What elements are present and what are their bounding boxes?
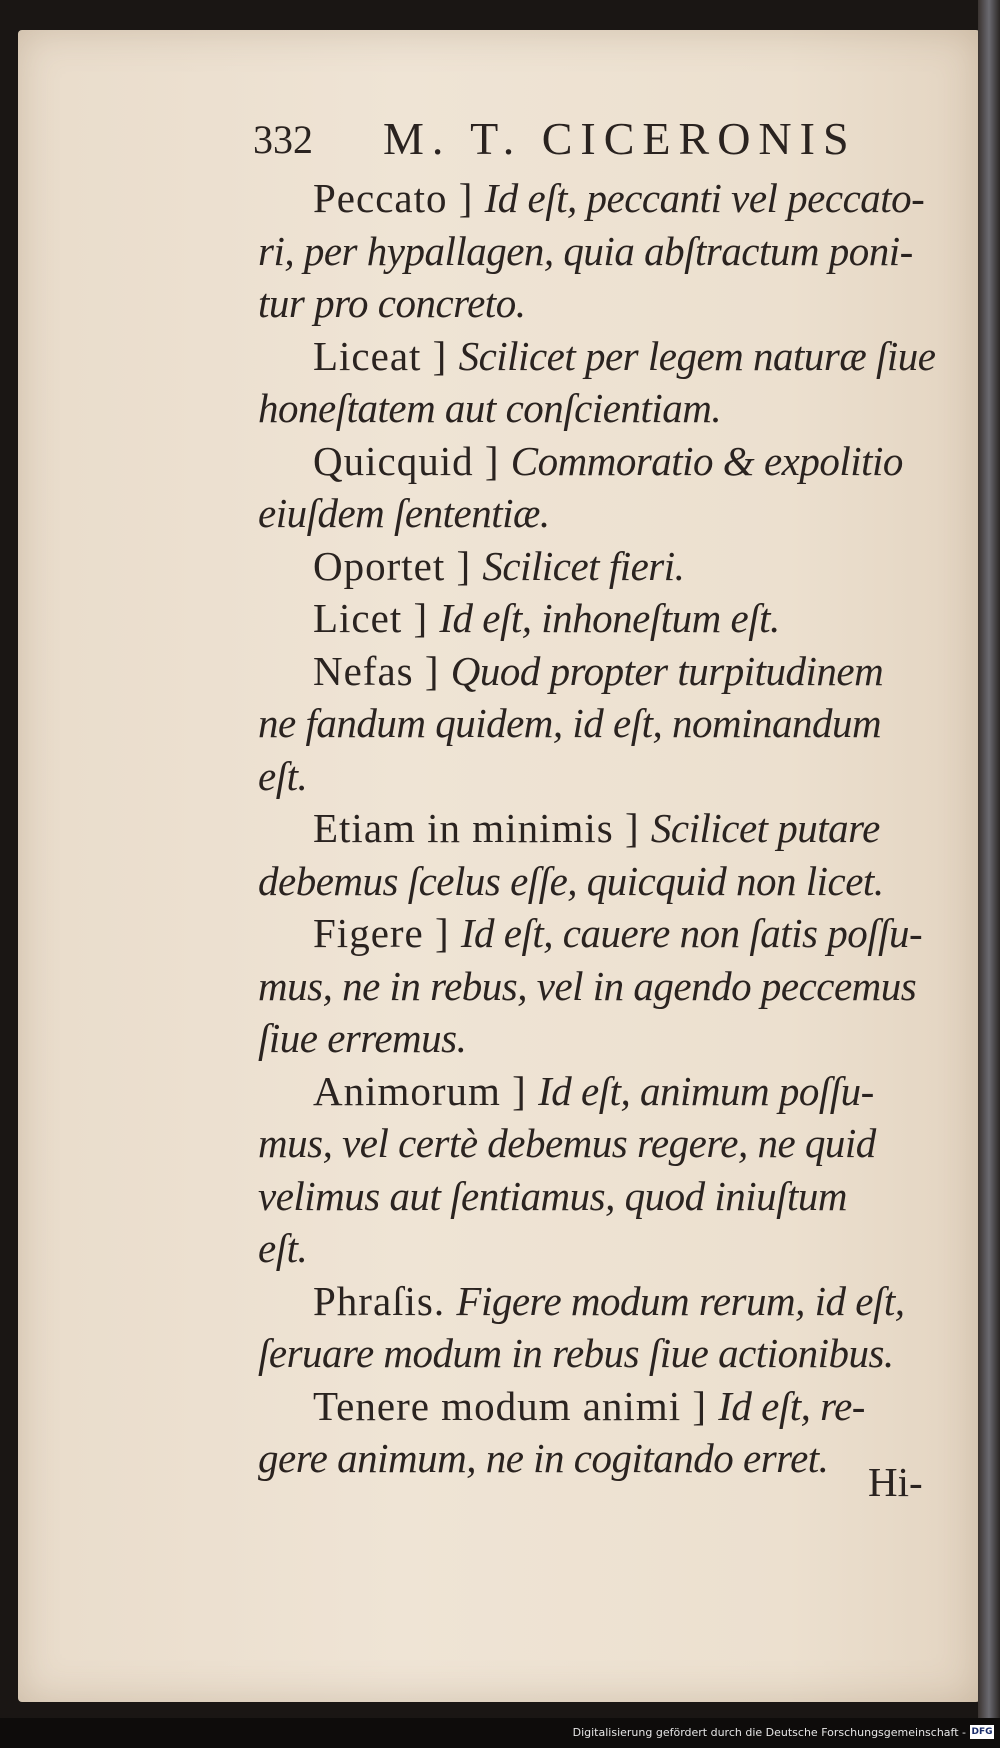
gloss: Id eſt, peccanti vel peccato- [484,175,925,221]
gloss: ne fandum quidem, id eſt, nominandum [258,700,882,746]
running-title: M. T. CICERONIS [383,113,857,164]
gloss: Scilicet putare [650,805,880,851]
lemma: Nefas ] [313,647,451,694]
text-line [258,645,938,698]
text-line [258,907,938,960]
text-block [258,172,938,1485]
lemma: Oportet ] [313,542,483,589]
text-line [258,1327,938,1380]
gloss: velimus aut ſentiamus, quod iniuſtum [258,1172,847,1219]
gloss: mus, vel certè debemus regere, ne quid [258,1120,876,1166]
gloss: ri, per hypallagen, quia abſtractum poni- [258,227,913,274]
lemma: Tenere modum animi ] [313,1382,719,1429]
text-line [258,1222,938,1275]
gloss: mus, ne in rebus, vel in agendo peccemus [258,962,917,1009]
gloss: debemus ſcelus eſſe, quicquid non licet. [258,857,884,904]
text-line [258,1065,938,1118]
lemma: Phraſis. [313,1277,457,1324]
text-line [258,435,938,488]
gloss: tur pro concreto. [258,280,526,326]
text-line [258,1380,938,1433]
text-line [258,750,938,803]
gloss: Id eſt, re- [718,1382,865,1429]
text-line [258,172,938,225]
text-line [258,1275,938,1328]
gloss: ſiue erremus. [258,1015,467,1061]
text-line [258,487,938,540]
gloss: eſt. [258,1225,308,1271]
gloss: Id eſt, cauere non ſatis poſſu- [460,910,923,956]
gloss: ſeruare modum in rebus ſiue actionibus. [258,1330,894,1376]
lemma: Liceat ] [313,332,459,379]
page-number: 332 [253,117,313,162]
lemma: Quicquid ] [313,437,511,484]
text-line [258,330,938,383]
gloss: honeſtatem aut conſcientiam. [258,385,722,431]
gloss: Id eſt, inhoneſtum eſt. [439,595,780,641]
catchword: Hi- [868,1459,923,1505]
text-line [258,540,938,593]
lemma: Licet ] [313,595,440,641]
gloss: Commoratio & expolitio [510,437,903,484]
gloss: Id eſt, animum poſſu- [538,1067,874,1114]
text-line [258,960,938,1013]
footer-bar [0,1718,1000,1748]
text-line [258,1170,938,1223]
text-line [258,1012,938,1065]
text-line [258,1117,938,1170]
lemma: Etiam in minimis ] [313,805,651,851]
gloss: gere animum, ne in cogitando erret. [258,1435,829,1481]
gloss: Scilicet per legem naturæ ſiue [458,332,936,379]
text-line [258,382,938,435]
text-line [258,592,938,645]
lemma: Peccato ] [313,175,485,221]
running-header [253,112,953,172]
gloss: Figere modum rerum, id eſt, [456,1277,905,1324]
funding-note: Digitalisierung gefördert durch die Deutsche Forschungsgemeinschaft - [572,1726,966,1739]
lemma: Animorum ] [313,1067,539,1114]
gloss: eſt. [258,752,308,799]
page-edge [978,0,1000,1748]
lemma: Figere ] [313,910,461,956]
text-line [258,697,938,750]
gloss: Quod propter turpitudinem [450,647,884,694]
text-line [258,1432,938,1485]
text-line [258,277,938,330]
dfg-logo: DFG [971,1727,993,1737]
text-line [258,802,938,855]
gloss: eiuſdem ſententiæ. [258,490,550,536]
text-line [258,855,938,908]
text-line [258,225,938,278]
gloss: Scilicet fieri. [482,542,685,589]
